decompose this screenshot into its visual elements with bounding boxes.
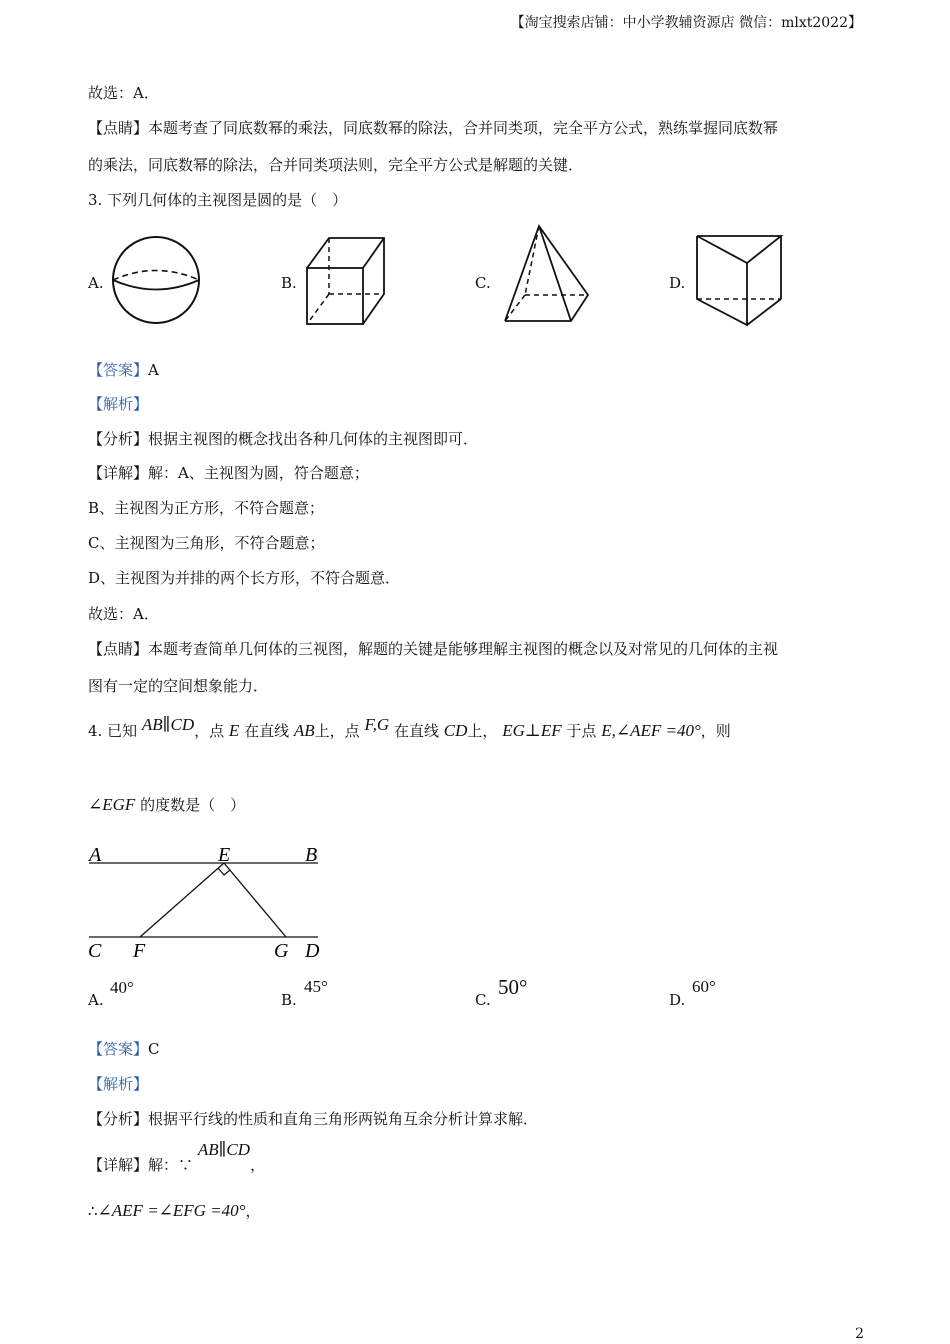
q3-option-c-label: C. — [475, 274, 491, 292]
q3-detail-line2: B、主视图为正方形，不符合题意； — [88, 499, 325, 517]
page-header: 【淘宝搜索店铺：中小学教辅资源店 微信：mlxt2022】 — [510, 15, 862, 31]
q4-option-d-label: D. — [669, 991, 686, 1009]
q4-option-d-value: 60° — [692, 977, 716, 996]
prism-figure — [690, 230, 788, 330]
q4-stem-line1: 4. 已知 AB∥CD，点 E 在直线 AB上，点 F,G 在直线 CD上， EG⊥EF 于点 E,∠AEF =40°，则 — [88, 715, 731, 740]
label-g: G — [274, 940, 289, 962]
pyramid-figure — [498, 222, 594, 328]
parallel-lines-figure — [84, 840, 334, 966]
prev-comment-line1: 【点睛】本题考查了同底数幂的乘法，同底数幂的除法，合并同类项，完全平方公式，熟练掌握同底数幂 — [88, 119, 779, 137]
q3-answer: 【答案】A — [88, 361, 159, 379]
label-b: B — [305, 844, 318, 866]
q3-comment-line2: 图有一定的空间想象能力． — [88, 677, 269, 695]
page-number: 2 — [855, 1326, 864, 1342]
q4-option-b-value: 45° — [304, 977, 328, 996]
label-f: F — [133, 940, 146, 962]
answer-label: 【答案】 — [88, 1040, 149, 1058]
answer-label: 【答案】 — [88, 361, 149, 379]
q4-answer: 【答案】C — [88, 1040, 160, 1058]
q4-fenxi: 【分析】根据平行线的性质和直角三角形两锐角互余分析计算求解． — [88, 1110, 539, 1128]
q3-detail-line4: D、主视图为并排的两个长方形，不符合题意． — [88, 569, 401, 587]
prev-choose: 故选：A． — [88, 84, 159, 102]
label-c: C — [88, 940, 102, 962]
q3-detail-line1: 【详解】解：A、主视图为圆，符合题意； — [88, 464, 369, 482]
prev-comment-line2: 的乘法，同底数幂的除法，合并同类项法则，完全平方公式是解题的关键． — [88, 156, 584, 174]
q3-fenxi: 【分析】根据主视图的概念找出各种几何体的主视图即可． — [88, 430, 479, 448]
cube-figure — [300, 232, 392, 330]
q4-option-a-label: A. — [88, 991, 104, 1009]
q4-option-b-label: B. — [281, 991, 297, 1009]
q3-comment-line1: 【点睛】本题考查简单几何体的三视图，解题的关键是能够理解主视图的概念以及对常见的几何体的主视 — [88, 640, 779, 658]
q4-therefore: ∴∠AEF =∠EFG =40°， — [88, 1201, 261, 1220]
q3-option-a-label: A. — [88, 274, 104, 292]
q3-option-d-label: D. — [669, 274, 686, 292]
label-e: E — [218, 844, 231, 866]
q4-option-c-label: C. — [475, 991, 491, 1009]
q4-option-a-value: 40° — [110, 978, 134, 997]
q3-stem: 3. 下列几何体的主视图是圆的是（ ） — [88, 191, 348, 209]
q4-option-c-value: 50° — [498, 975, 528, 999]
q3-option-b-label: B. — [281, 274, 297, 292]
q4-stem-line2: ∠EGF 的度数是（ ） — [88, 795, 246, 814]
sphere-figure — [108, 233, 204, 329]
q4-detail: 【详解】解：∵ AB∥CD， — [88, 1140, 266, 1174]
comment-label: 【点睛】 — [88, 119, 149, 137]
q3-choose: 故选：A． — [88, 605, 159, 623]
q3-detail-line3: C、主视图为三角形，不符合题意； — [88, 534, 325, 552]
label-a: A — [89, 844, 102, 866]
q4-analysis-label: 【解析】 — [88, 1075, 149, 1093]
label-d: D — [305, 940, 320, 962]
q3-analysis-label: 【解析】 — [88, 395, 149, 413]
